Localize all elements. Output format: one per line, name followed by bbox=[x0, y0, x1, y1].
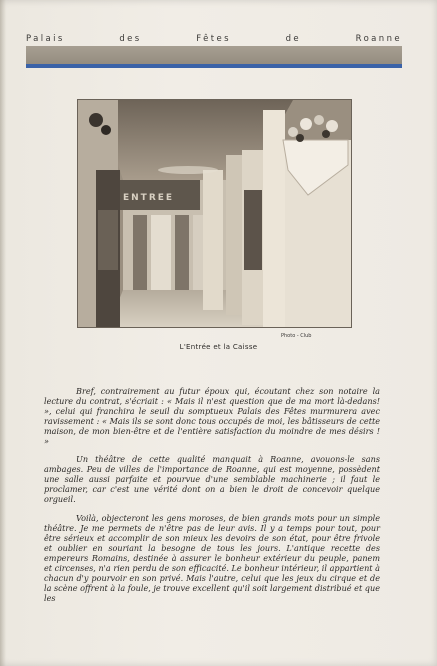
paragraph-3: Voilà, objecteront les gens moroses, de bien grands mots pour un simple théâtre. Je me permets de n'être pas de leur avis. Il y a temps pour tout, pour être sérieux et accomplir de son mieux les devoirs de son état, pour être frivole et oublier en souriant la besogne de tous les jours. L'antique recette des empereurs Romains, destinée à assurer le bonheur extérieur du peuple, panem et circenses, n'a rien perdu de son efficacité. Le bonheur intérieur, il appartient à chacun d'y pourvoir en son privé. Mais l'autre, celui que les jeux du cirque et de la scène offrent à la foule, je trouve excellent qu'il soit largement distribué et que les bbox=[44, 512, 380, 603]
paragraph-2: Un théâtre de cette qualité manquait à Roanne, avouons-le sans ambages. Peu de villes de l'importance de Roanne, qui est moyenne, possèdent une salle aussi parfaite et pourvue d'une semblable machinerie ; il faut le proclamer, car c'est une vérité dont on a bien le droit de concevoir quelque orgueil. bbox=[44, 454, 380, 505]
header-band bbox=[26, 46, 402, 64]
body-text bbox=[44, 386, 380, 611]
header-blue-rule bbox=[26, 64, 402, 68]
entrance-photo bbox=[77, 99, 352, 328]
photo-caption: L'Entrée et la Caisse bbox=[179, 343, 258, 351]
entrance-photo-drawing bbox=[78, 100, 351, 327]
photo-credit: Photo - Club bbox=[281, 333, 312, 339]
entrance-sign: ENTREE bbox=[123, 193, 175, 203]
paragraph-1: Bref, contrairement au futur époux qui, écoutant chez son notaire la lecture du contrat, s'écriait : « Mais il n'est question que de ma mort là-dedans! », celui qui franchira le seuil du somptueux Palais des Fêtes murmurera avec ravissement : « Mais ils se sont donc tous occupés de moi, les bâtisseurs de cette maison, de mon bien-être et de l'entière satisfaction du moindre de mes désirs ! » bbox=[44, 386, 380, 447]
page-header-title: Palais des Fêtes de Roanne bbox=[26, 34, 402, 44]
